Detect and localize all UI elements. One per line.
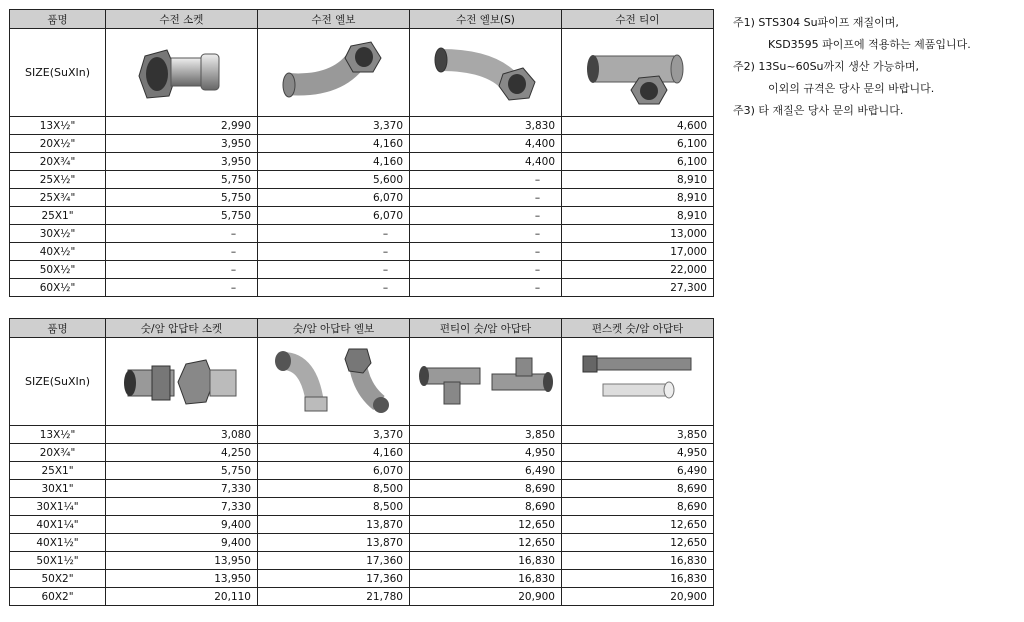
header-item-name: 품명 xyxy=(10,319,106,338)
price-cell: – xyxy=(410,225,562,243)
price-cell: 16,830 xyxy=(410,570,562,588)
table-row xyxy=(10,279,714,297)
price-cell: 9,400 xyxy=(106,516,258,534)
note-1-continued: KSD3595 파이프에 적용하는 제품입니다. xyxy=(768,38,971,51)
price-cell: 4,950 xyxy=(410,444,562,462)
price-cell: 17,360 xyxy=(258,552,410,570)
price-cell: 5,750 xyxy=(106,189,258,207)
size-cell: 50X1½" xyxy=(10,552,106,570)
price-cell: 4,400 xyxy=(410,153,562,171)
price-cell: 4,160 xyxy=(258,444,410,462)
table-row xyxy=(10,135,714,153)
table-row xyxy=(10,570,714,588)
price-cell: 6,490 xyxy=(562,462,714,480)
price-cell: 5,750 xyxy=(106,171,258,189)
price-cell: 12,650 xyxy=(410,534,562,552)
size-cell: 20X¾" xyxy=(10,153,106,171)
adapter-tee-image xyxy=(410,338,562,426)
price-cell: 22,000 xyxy=(562,261,714,279)
adapter-socket-image xyxy=(106,338,258,426)
size-cell: 40X1¼" xyxy=(10,516,106,534)
price-cell: 8,690 xyxy=(410,480,562,498)
size-label: SIZE(SuXIn) xyxy=(10,29,106,117)
size-cell: 25X1" xyxy=(10,207,106,225)
price-cell: 4,250 xyxy=(106,444,258,462)
price-cell: 3,830 xyxy=(410,117,562,135)
size-cell: 25X¾" xyxy=(10,189,106,207)
size-cell: 60X2" xyxy=(10,588,106,606)
table-header-row xyxy=(10,319,714,338)
price-cell: 5,750 xyxy=(106,207,258,225)
size-cell: 60X½" xyxy=(10,279,106,297)
size-cell: 30X1" xyxy=(10,480,106,498)
size-cell: 25X½" xyxy=(10,171,106,189)
price-cell: 12,650 xyxy=(410,516,562,534)
size-cell: 50X½" xyxy=(10,261,106,279)
size-cell: 20X½" xyxy=(10,135,106,153)
price-cell: – xyxy=(410,207,562,225)
notes-block xyxy=(733,12,971,122)
image-row xyxy=(10,338,714,426)
note-1: 주1) STS304 Su파이프 재질이며, xyxy=(733,16,899,29)
price-cell: – xyxy=(410,171,562,189)
price-cell: 27,300 xyxy=(562,279,714,297)
price-cell: 13,870 xyxy=(258,516,410,534)
price-cell: – xyxy=(106,225,258,243)
note-2-continued: 이외의 규격은 당사 문의 바랍니다. xyxy=(768,82,935,95)
price-cell: 3,080 xyxy=(106,426,258,444)
price-cell: – xyxy=(258,279,410,297)
price-cell: 3,950 xyxy=(106,153,258,171)
price-cell: 6,490 xyxy=(410,462,562,480)
price-cell: 13,870 xyxy=(258,534,410,552)
header-item-name: 품명 xyxy=(10,10,106,29)
table-row xyxy=(10,516,714,534)
table-header-row xyxy=(10,10,714,29)
price-cell: 6,070 xyxy=(258,462,410,480)
size-cell: 20X¾" xyxy=(10,444,106,462)
size-cell: 13X½" xyxy=(10,117,106,135)
table-row xyxy=(10,480,714,498)
price-cell: 8,910 xyxy=(562,189,714,207)
price-cell: 16,830 xyxy=(562,552,714,570)
faucet-elbow-image xyxy=(258,29,410,117)
price-cell: 3,850 xyxy=(562,426,714,444)
note-2: 주2) 13Su~60Su까지 생산 가능하며, xyxy=(733,60,920,73)
size-cell: 30X½" xyxy=(10,225,106,243)
price-cell: 3,950 xyxy=(106,135,258,153)
table-row xyxy=(10,153,714,171)
price-cell: 8,500 xyxy=(258,480,410,498)
price-cell: – xyxy=(410,279,562,297)
size-cell: 30X1¼" xyxy=(10,498,106,516)
header-adapter-elbow: 숫/암 아답타 엘보 xyxy=(258,319,410,338)
price-cell: 4,600 xyxy=(562,117,714,135)
price-cell: 7,330 xyxy=(106,498,258,516)
header-adapter-socket: 숫/암 압답타 소켓 xyxy=(106,319,258,338)
table-row xyxy=(10,225,714,243)
table-row xyxy=(10,534,714,552)
price-cell: 4,160 xyxy=(258,153,410,171)
table-row xyxy=(10,261,714,279)
note-3: 주3) 타 재질은 당사 문의 바랍니다. xyxy=(733,104,904,117)
price-cell: 2,990 xyxy=(106,117,258,135)
price-cell: 3,370 xyxy=(258,117,410,135)
price-cell: 13,950 xyxy=(106,570,258,588)
price-cell: 3,850 xyxy=(410,426,562,444)
table-row xyxy=(10,189,714,207)
price-cell: 12,650 xyxy=(562,516,714,534)
price-cell: 8,910 xyxy=(562,207,714,225)
price-cell: 16,830 xyxy=(562,570,714,588)
price-cell: 9,400 xyxy=(106,534,258,552)
price-cell: 5,750 xyxy=(106,462,258,480)
price-cell: 20,110 xyxy=(106,588,258,606)
faucet-elbow-s-image xyxy=(410,29,562,117)
table-row xyxy=(10,552,714,570)
price-cell: 13,000 xyxy=(562,225,714,243)
size-cell: 50X2" xyxy=(10,570,106,588)
table-row xyxy=(10,243,714,261)
header-adapter-pipe: 편스켓 숫/암 아답타 xyxy=(562,319,714,338)
table-row xyxy=(10,117,714,135)
price-cell: 4,950 xyxy=(562,444,714,462)
price-cell: – xyxy=(410,261,562,279)
price-cell: 17,360 xyxy=(258,570,410,588)
price-cell: 13,950 xyxy=(106,552,258,570)
table-row xyxy=(10,588,714,606)
price-cell: – xyxy=(410,189,562,207)
price-cell: 6,100 xyxy=(562,153,714,171)
header-faucet-elbow-s: 수전 엘보(S) xyxy=(410,10,562,29)
header-faucet-socket: 수전 소켓 xyxy=(106,10,258,29)
price-cell: – xyxy=(410,243,562,261)
table-row xyxy=(10,498,714,516)
image-row xyxy=(10,29,714,117)
table-row xyxy=(10,462,714,480)
table-row xyxy=(10,207,714,225)
price-cell: 4,160 xyxy=(258,135,410,153)
adapter-pipe-image xyxy=(562,338,714,426)
price-cell: 6,070 xyxy=(258,189,410,207)
price-cell: 16,830 xyxy=(410,552,562,570)
header-adapter-tee: 편티이 숫/암 아답타 xyxy=(410,319,562,338)
price-cell: 3,370 xyxy=(258,426,410,444)
price-cell: – xyxy=(106,279,258,297)
size-label: SIZE(SuXIn) xyxy=(10,338,106,426)
price-table-adapter-fittings xyxy=(9,318,714,606)
header-faucet-elbow: 수전 엘보 xyxy=(258,10,410,29)
price-cell: – xyxy=(106,261,258,279)
price-cell: 5,600 xyxy=(258,171,410,189)
price-cell: 8,690 xyxy=(410,498,562,516)
price-cell: 7,330 xyxy=(106,480,258,498)
price-cell: 4,400 xyxy=(410,135,562,153)
size-cell: 13X½" xyxy=(10,426,106,444)
price-cell: 21,780 xyxy=(258,588,410,606)
size-cell: 40X½" xyxy=(10,243,106,261)
price-cell: 8,690 xyxy=(562,480,714,498)
size-cell: 25X1" xyxy=(10,462,106,480)
table-row xyxy=(10,444,714,462)
price-cell: – xyxy=(258,243,410,261)
price-cell: 20,900 xyxy=(562,588,714,606)
price-cell: 8,500 xyxy=(258,498,410,516)
adapter-elbow-image xyxy=(258,338,410,426)
faucet-tee-image xyxy=(562,29,714,117)
price-cell: – xyxy=(258,261,410,279)
price-table-faucet-fittings xyxy=(9,9,714,297)
price-cell: – xyxy=(258,225,410,243)
price-cell: 8,690 xyxy=(562,498,714,516)
header-faucet-tee: 수전 티이 xyxy=(562,10,714,29)
price-cell: 6,070 xyxy=(258,207,410,225)
faucet-socket-image xyxy=(106,29,258,117)
table-row xyxy=(10,171,714,189)
price-cell: 20,900 xyxy=(410,588,562,606)
price-cell: – xyxy=(106,243,258,261)
price-cell: 12,650 xyxy=(562,534,714,552)
price-cell: 8,910 xyxy=(562,171,714,189)
price-cell: 6,100 xyxy=(562,135,714,153)
size-cell: 40X1½" xyxy=(10,534,106,552)
table-row xyxy=(10,426,714,444)
price-cell: 17,000 xyxy=(562,243,714,261)
